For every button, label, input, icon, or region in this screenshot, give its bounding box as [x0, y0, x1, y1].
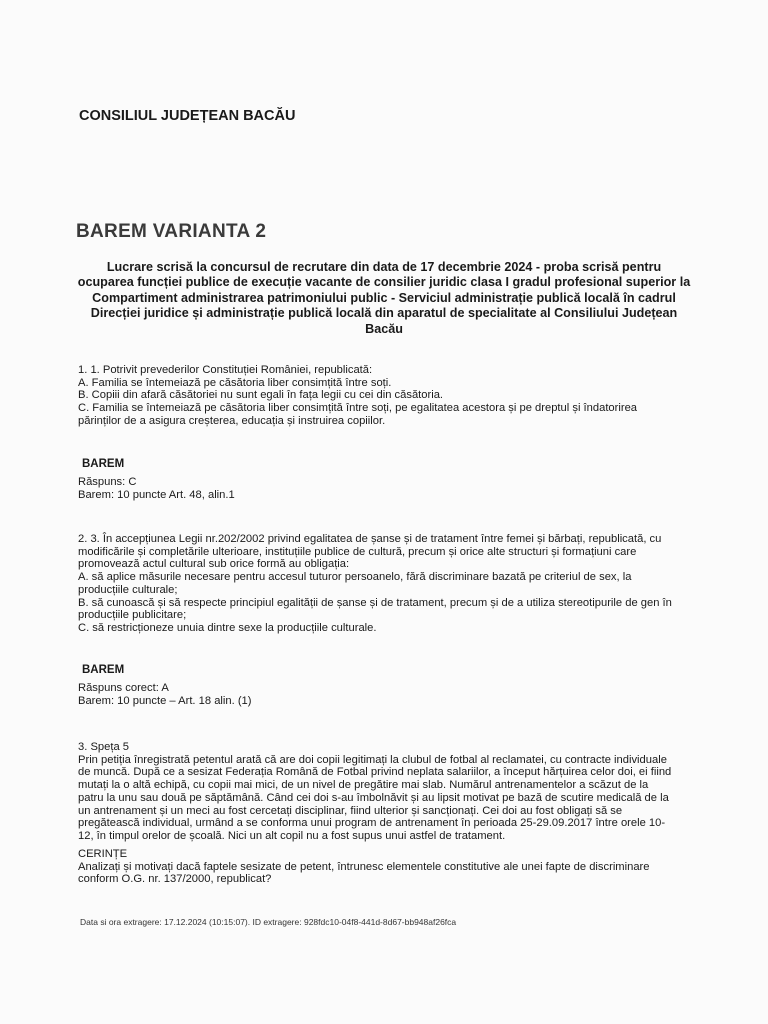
variant-title: BAREM VARIANTA 2 [76, 221, 267, 242]
question-2 [78, 533, 688, 635]
question-line: 2. 3. În accepțiunea Legii nr.202/2002 privind egalitatea de șanse și de tratament între femei și bărbați, republicată, cu [78, 533, 662, 545]
question-line: A. Familia se întemeiază pe căsătoria liber consimțită între soți. [78, 376, 392, 389]
subtitle-line: Direcției juridice și administrație publică locală din aparatul de specialitate al Consiliului Județean [90, 306, 678, 321]
requirements [78, 848, 688, 886]
requirements-line: Analizați și motivați dacă faptele sesizate de petent, întrunesc elementele constitutive ale unei fapte de discriminare [78, 860, 650, 873]
barem-heading-2: BAREM [82, 664, 125, 676]
subtitle-line: ocuparea funcției publice de execuție vacante de consilier juridic clasa I gradul profesional superior la [77, 275, 691, 290]
subtitle-line: Lucrare scrisă la concursul de recrutare din data de 17 decembrie 2024 - proba scrisă pentru [106, 260, 662, 274]
institution-name: CONSILIUL JUDEȚEAN BACĂU [79, 108, 296, 124]
barem-line: Răspuns: C [78, 476, 137, 488]
question-line: B. Copiii din afară căsătoriei nu sunt egali în fața legii cu cei din căsătoria. [78, 389, 444, 402]
question-line: B. să cunoască și să respecte principiul egalității de șanse și de tratament, precum și de a utiliza stereotipurile de gen în [78, 596, 672, 609]
question-line: 1. 1. Potrivit prevederilor Constituției României, republicată: [78, 364, 373, 376]
question-1 [78, 364, 688, 428]
subtitle-line: Bacău [365, 321, 403, 336]
requirements-title: CERINȚE [78, 848, 128, 860]
question-line: 3. Speța 5 [78, 741, 130, 753]
question-line: un antrenament și un meci au fost cercetați disciplinar, fiind ulterior și sancționați. Cei doi au fost obligați să se [78, 804, 623, 817]
question-line: promovează actul cultural sub orice formă au obligația: [78, 558, 350, 571]
barem-answer-1 [78, 476, 688, 501]
question-line: modificările și completările ulterioare, instituțiile publice de cultură, precum și orice alte structuri și formațiuni care [78, 545, 637, 558]
question-line: A. să aplice măsurile necesare pentru accesul tuturor persoanelo, fără discriminare bazată pe criteriul de sex, la [78, 571, 632, 584]
extraction-footer: Data si ora extragere: 17.12.2024 (10:15:07). ID extragere: 928fdc10-04f8-441d-8d67-bb948af26fca [80, 917, 457, 927]
question-line: C. Familia se întemeiază pe căsătoria liber consimțită între soți, pe egalitatea acestora și pe dreptul și îndatorirea [78, 402, 638, 415]
question-line: pregătească individual, urmând a se conforma unui program de antrenament în perioada 25-29.09.2017 între orele 10- [78, 817, 666, 830]
question-line: mutați la o altă echipă, cu copii mai mici, de un nivel de pregătire mai slab. Numărul antrenamentelor a scăzut de la [78, 779, 649, 792]
question-line: 12, în timpul orelor de școală. Nici un alt copil nu a fost supus unui astfel de tratament. [78, 829, 506, 842]
question-3 [78, 741, 688, 843]
requirements-line: conform O.G. nr. 137/2000, republicat? [78, 873, 272, 886]
question-line: producțiile publicitare; [78, 609, 187, 622]
question-line: de muncă. După ce a sesizat Federația Română de Fotbal privind neplata salariilor, a început hărțuirea celor doi, ei fiind [78, 766, 672, 779]
barem-answer-2 [78, 682, 688, 707]
question-line: producțiile culturale; [78, 583, 178, 596]
barem-line: Barem: 10 puncte Art. 48, alin.1 [78, 488, 235, 501]
question-line: părinților de a asigura creșterea, educația și instruirea copiilor. [78, 414, 386, 427]
exam-subtitle [70, 260, 698, 337]
question-line: patru la unu sau două pe săptămână. Când cei doi s-au îmbolnăvit și au lipsit motivat pe bază de scutire medicală de la [78, 791, 669, 804]
barem-heading-1: BAREM [82, 458, 125, 470]
question-line: Prin petiția înregistrată petentul arată că are doi copii legitimați la clubul de fotbal al reclamatei, cu contracte individuale [78, 753, 667, 766]
barem-line: Barem: 10 puncte – Art. 18 alin. (1) [78, 694, 252, 707]
barem-line: Răspuns corect: A [78, 682, 169, 694]
question-line: C. să restricționeze unuia dintre sexe la producțiile culturale. [78, 621, 377, 634]
subtitle-line: Compartiment administrarea patrimoniului public - Serviciul administrație publică locală în cadrul [92, 290, 676, 305]
